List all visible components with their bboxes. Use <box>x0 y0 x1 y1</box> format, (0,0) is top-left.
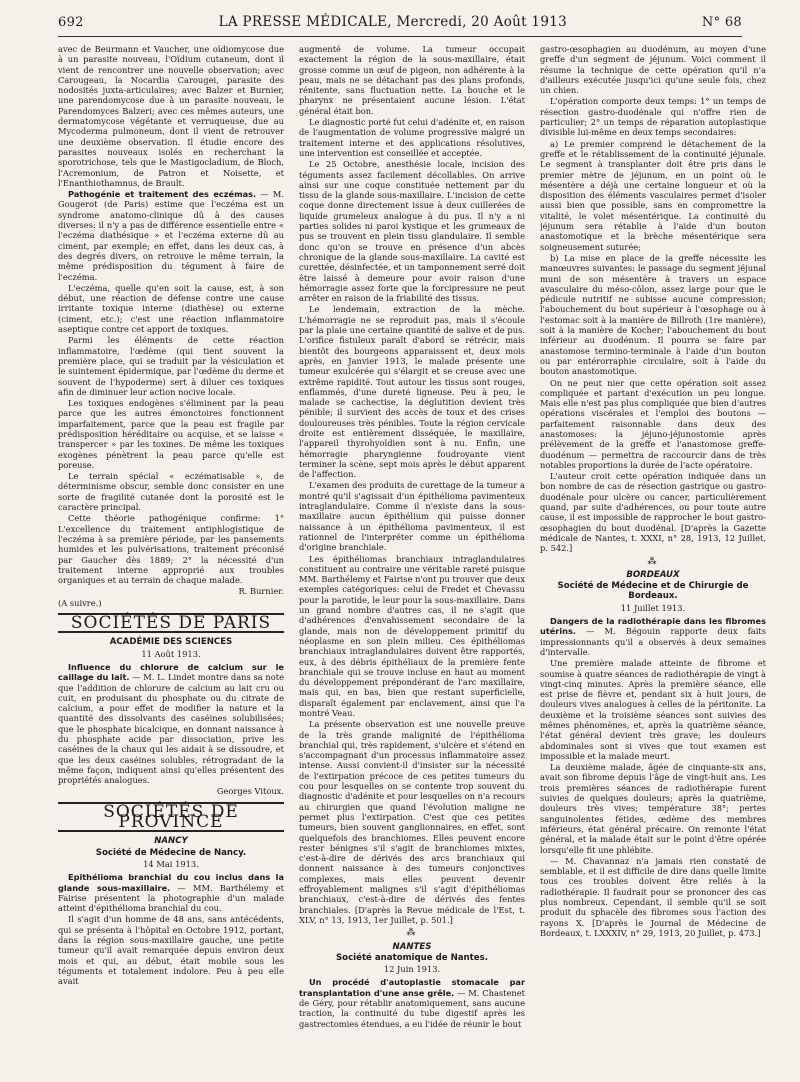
meeting-date: 11 Août 1913. <box>141 648 201 659</box>
city-heading: NANCY <box>154 836 188 847</box>
paragraph: La présente observation est une nouvelle preuve de la très grande malignité de l'épithélioma branchial qui, très rapidement, s'ulcère et s'étend en s'accompagnant d'un processus inflammatoire assez intense. Aussi convient-il d'insister sur la nécessité de l'extirpation précoce de ces petites tumeurs du cou pour lesquelles on se contente trop souvent du diagnostic d'adénite et pour lesquelles on n'a recours au chirurgien que quand l'évolution maligne ne permet plus l'extirpation. C'est que ces petites tumeurs, bien souvent ganglionnaires, en effet, sont quelquefois des branchiomes. Elles peuvent encore rester bénignes s'il s'agit de branchiomes mixtes, c'est-à-dire de dérivés des arcs branchiaux qui donnent naissance à des tumeurs conjonctives complexes, mais elles peuvent devenir effroyablement malignes s'il s'agit d'épithéliomas branchiaux, c'est-à-dire de dérivés des fentes branchiales. [D'après la Revue médicale de l'Est, t. XLV, n° 13, 1913, 1er Juillet, p. 501.] <box>299 719 525 925</box>
section-heading-paris: SOCIÉTÉS DE PARIS <box>58 613 284 633</box>
meeting-date: 12 Juin 1913. <box>383 964 441 975</box>
paragraph-text: — M. Chastenet de Géry, pour rétablir anatomiquement, sans aucune traction, la continuité du tube digestif après les gastrectomies étendues, a eu l'idée de réunir le bout <box>299 987 525 1029</box>
article-lead: Un procédé d'autoplastie stomacale par transplantation d'une anse grêle. <box>299 977 525 998</box>
paragraph: L'eczéma, quelle qu'en soit la cause, est, à son début, une réaction de défense contre une cause irritante toxique interne (diathèse) ou externe (ciment, etc.); c'est une réaction inflammatoire aseptique contre cet apport de toxiques. <box>58 282 284 335</box>
paragraph: — M. Chavannaz n'a jamais rien constaté de semblable, et il est difficile de dire dans quelle limite tous ces troubles doivent être reliés à la radiothérapie. Il faudrait pour se prononcer des cas plus nombreux. Cependant, il semble qu'il se soit produit du sphacèle des fibromes sous l'action des rayons X. [D'après le Journal de Médecine de Bordeaux, t. LXXXIV, n° 29, 1913, 20 Juillet, p. 473.] <box>540 855 766 938</box>
paragraph-text: — MM. Barthélemy et Fairise présentent la photographie d'un malade atteint d'épithélioma branchial du cou. <box>58 882 284 914</box>
article-lead: Dangers de la radiothérapie dans les fibromes utérins. <box>540 616 766 637</box>
paragraph-text: — M. L. Lindet montre dans sa note que l'addition de chlorure de calcium au lait cru ou cuit, en produisant du phosphate ou du citrate de calcium, a pour effet de modifier la nature et la quantité des dissolvants des caséines solubilisées; que le phosphate bicalcique, en donnant naissance à du phosphate acide par dissociation, prive les caséines de la chaux qui les aidait à se dissoudre, et que les deux caséines solubles, rétrogradant de la même façon, indiquent ainsi qu'elles présentent des propriétés analogues. <box>58 672 284 786</box>
paragraph: L'auteur croit cette opération indiquée dans un bon nombre de cas de résection gastrique ou gastro-duodénale pour ulcère ou cancer, particulièrement quand, par suite d'adhérences, ou pour toute autre cause, il est impossible de rapprocher le bout gastro-œsophagien du bout duodénal. [D'après la Gazette médicale de Nantes, t. XXXI, n° 28, 1913, 12 Juillet, p. 542.] <box>540 471 766 554</box>
society-name: ACADÉMIE DES SCIENCES <box>109 637 233 648</box>
section-separator: ⁂ <box>647 556 659 567</box>
section-heading-province: SOCIÉTÉS DE PROVINCE <box>58 802 284 833</box>
city-heading: BORDEAUX <box>626 569 680 580</box>
paragraph: gastro-œsophagien au duodénum, au moyen d'une greffe d'un segment de jéjunum. Voici comment il résume la technique de cette opération qu'il n'a d'ailleurs exécutée jusqu'ici qu'une seule fois, chez un chien. <box>540 44 766 96</box>
paragraph: L'examen des produits de curettage de la tumeur a montré qu'il s'agissait d'un épithélioma pavimenteux intraglandulaire. Comme il n'existe dans la sous-maxillaire aucun épithélium qui puisse donner naissance à un épithélioma pavimenteux, il est rationnel de l'interpréter comme un épithélioma d'origine branchiale. <box>299 480 525 553</box>
column-1 <box>58 44 284 1074</box>
paragraph-text: — M. Gougerot (de Paris) estime que l'eczéma est un syndrome anatomo-clinique dû à des causes diverses: il n'y a pas de différence essentielle entre « l'eczéma diathésique » et l'eczéma externe dû au ciment, par exemple; en effet, dans les deux cas, à des degrés divers, on retrouve le même terrain, la même prédisposition du tégument à faire de l'eczéma. <box>58 189 284 282</box>
column-2 <box>299 44 525 1074</box>
author-signature: Georges Vitoux. <box>216 786 284 797</box>
paragraph <box>58 662 284 786</box>
paragraph: Le 25 Octobre, anesthésie locale, incision des téguments assez facilement décollables. On arrive ainsi sur une coque constituée nettement par du tissu de la glande sous-maxillaire. L'incision de cette coque donne directement issue à deux cuillerées de liquide grumeleux analogue à du pus. Il n'y a ni parties solides ni paroi kystique et les grumeaux de pus se trouvent en plein tissu glandulaire. Il semble donc qu'on se trouve en présence d'un abcès chronique de la glande sous-maxillaire. La cavité est curettée, désinfectée, et un tamponnement serré doit être laissé à demeure pour avoir raison d'une hémorragie assez forte que la forcipressure ne peut arrêter en raison de la friabilité des tissus. <box>299 159 525 304</box>
paragraph: On ne peut nier que cette opération soit assez compliquée et partant d'exécution un peu longue. Mais elle n'est pas plus compliquée que bien d'autres opérations viscérales et l'emploi des boutons — parfaitement raisonnable dans deux des anastomoses: la jéjuno-jéjunostomie après prélèvement de la greffe et l'anastomose greffe-duodénum — permettra de raccourcir dans de très notables proportions la durée de l'acte opératoire. <box>540 377 766 470</box>
paragraph: avec de Beurmann et Vaucher, une oïdiomycose due à un parasite nouveau, l'Oïdium cutaneum, dont il vient de rencontrer une nouvelle observation; avec Carougeau, la Nocardia Carougei, parasite des nodosités juxta-articulaires; avec Balzer et Burnier, une parendomycose due à un parasite nouveau, le Parendomyces Balzeri; avec ces mêmes auteurs, une dermatomycose végétante et verruqueuse, due au Mycoderma pulmoneum, dont il vient de retrouver une deuxième observation. Il étudie encore des parasites nouveaux isolés en recherchant la sporotrichose, tels que le Mastigocladium, de Bloch, l'Acremonium, de Patron et Noisette, et l'Enanthiothamnus, de Brault. <box>58 44 284 188</box>
paragraph <box>540 616 766 657</box>
meeting-date: 11 Juillet 1913. <box>620 602 686 613</box>
paragraph: Le diagnostic porté fut celui d'adénite et, en raison de l'augmentation de volume progressive malgré un traitement interne et des applications résolutives, une intervention est conseillée et acceptée. <box>299 117 525 158</box>
paragraph: Cette théorie pathogénique confirme: 1° L'excellence du traitement antiphlogistique de l'eczéma à sa première période, par les pansements humides et les pulvérisations, traitement préconisé par Gaucher dès 1889; 2° la nécessité d'un traitement interne approprié aux troubles organiques et au terrain de chaque malade. <box>58 513 284 586</box>
paragraph: a) Le premier comprend le détachement de la greffe et le rétablissement de la continuité jéjunale. Le segment à transplanter doit être pris dans le premier mètre de jéjunum, en un point où le mésentère a déjà une certaine longueur et où la disposition des éléments vasculaires permet d'isoler aussi bien que possible, sans en compromettre la vitalité, le volet mésentérique. La continuité du jéjunum sera rétablie à l'aide d'un bouton anastomotique et la brèche mésentérique sera soigneusement suturée; <box>540 138 766 252</box>
paragraph: L'opération comporte deux temps: 1° un temps de résection gastro-duodénale qui n'offre rien de particulier; 2° un temps de réparation autoplastique divisible lui-même en deux temps secondaires: <box>540 96 766 138</box>
society-name: Société de Médecine de Nancy. <box>95 847 247 858</box>
paragraph <box>58 189 284 282</box>
paragraph: Les toxiques endogènes s'éliminent par la peau parce que les autres émonctoires fonctionnent imparfaitement, parce que la peau est fragile par prédisposition héréditaire ou acquise, et se laisse « transpercer » par les toxines. De même les toxiques exogènes pénètrent la peau parce qu'elle est poreuse. <box>58 398 284 470</box>
article-lead: Influence du chlorure de calcium sur le caillage du lait. <box>58 661 284 683</box>
paragraph: La deuxième malade, âgée de cinquante-six ans, avait son fibrome depuis l'âge de vingt-huit ans. Les trois premières séances de radiothérapie furent suivies de quelques douleurs; après la quatrième, douleurs très vives; température 38°; pertes sanguinolentes fétides, œdème des membres inférieurs, état général précaire. On remonte l'état général, et la malade était sur le point d'être opérée lorsqu'elle fit une phlébite. <box>540 762 766 855</box>
society-name: Société de Médecine et de Chirurgie de Bordeaux. <box>557 581 749 602</box>
paragraph: Il s'agit d'un homme de 48 ans, sans antécédents, qui se présenta à l'hôpital en Octobre 1912, portant, dans la région sous-maxillaire gauche, une petite tumeur qu'il avait remarquée depuis environ deux mois et qui, au début, était mobile sous les téguments et totalement indolore. Peu à peu elle avait <box>58 914 284 987</box>
column-3 <box>540 44 766 1074</box>
paragraph <box>299 977 525 1028</box>
paragraph <box>58 872 284 913</box>
paragraph: Parmi les éléments de cette réaction inflammatoire, l'œdème (qui tient souvent la première place, qui se traduit par la vésiculation et le suintement épidermique, par l'œdème du derme et souvent de l'hypoderme) sert à diluer ces toxiques afin de diminuer leur action nocive locale. <box>58 335 284 397</box>
society-name: Société anatomique de Nantes. <box>335 952 488 963</box>
paragraph-text: — M. Bégouin rapporte deux faits impressionnants qu'il a observés à deux semaines d'intervalle. <box>540 626 766 657</box>
issue-number: N° 68 <box>701 15 742 30</box>
meeting-date: 14 Mai 1913. <box>143 858 199 869</box>
paragraph: Le lendemain, extraction de la mèche. L'hémorragie ne se reproduit pas, mais il s'écoule par la plaie une certaine quantité de salive et de pus. L'orifice fistuleux paraît d'abord se rétrécir, mais bientôt des bourgeons apparaissent et, deux mois après, en Janvier 1913, le malade présente une tumeur exulcérée qui s'élargit et se creuse avec une extrême rapidité. Tout autour les tissus sont rouges, enflammés, d'une dureté ligneuse. Peu à peu, le malade se cachectise, la déglutition devient très pénible; il survient des accès de toux et des crises douloureuses très pénibles. Toute la région cervicale droite est entièrement disséquée, le maxillaire, l'appareil thyrohyoïdien sont à nu. Enfin, une hémorragie pharyngienne foudroyante vient terminer la scène, sept mois après le début apparent de l'affection. <box>299 304 525 480</box>
article-columns <box>58 44 766 1074</box>
journal-title: LA PRESSE MÉDICALE, Mercredi, 20 Août 1913 <box>218 14 567 30</box>
paragraph: augmenté de volume. La tumeur occupait exactement la région de la sous-maxillaire, était grosse comme un œuf de pigeon, non adhérente à la peau, mais ne se détachant pas des plans profonds, rénitente, sans fluctuation nette. La bouche et le pharynx ne présentaient aucune lésion. L'état général était bon. <box>299 44 525 116</box>
continued-note: (A suivre.) <box>58 597 102 608</box>
paragraph: Les épithéliomas branchiaux intraglandulaires constituent au contraire une véritable rareté puisque MM. Barthélemy et Fairise n'ont pu trouver que deux exemples catégoriques: celui de Fredet et Chevassu pour la parotide, le leur pour la sous-maxillaire. Dans un grand nombre d'autres cas, il ne s'agit que d'adhérences d'envahissement secondaire de la glande, mais non de développement primitif du néoplasme en son plein milieu. Ces épithéliomas branchiaux intraglandulaires doivent être rapportés, eux, à des débris épithéliaux de la première fente branchiale qui se trouve incluse en haut au moment du développement prépondérant de l'arc maxillaire, mais qui, en bas, bien que restant superficielle, disparaît également par enclavement, ainsi que l'a montré Veau. <box>299 553 525 718</box>
city-heading: NANTES <box>392 941 432 952</box>
article-lead: Epithélioma branchial du cou inclus dans la glande sous-maxillaire. <box>58 872 284 893</box>
paragraph: Une première malade atteinte de fibrome et soumise à quatre séances de radiothérapie de vingt à vingt-cinq minutes. Après la première séance, elle est prise de fièvre et, pendant six à huit jours, de douleurs vives analogues à celles de la péritonite. La deuxième et la troisième séances sont suivies des mêmes phénomènes, et, après la quatrième séance, l'état général devient très grave; les douleurs abdominales sont si vives que tout examen est impossible et la malade meurt. <box>540 658 766 761</box>
paragraph: b) La mise en place de la greffe nécessite les manœuvres suivantes: le passage du segment jéjunal muni de son mésentère à travers un espace avasculaire du méso-côlon, assez large pour que le pédicule nutritif ne subisse aucune compression; l'abouchement du bout supérieur à l'œsophage ou à l'estomac soit à la manière de Billroth (1re manière), soit à la manière de Kocher; l'abouchement du bout inférieur au duodénum. Il pourra se faire par anastomose termino-terminale à l'aide d'un bouton ou par entérorraphie circulaire, soit à l'aide du bouton anastomotique. <box>540 252 766 377</box>
page-number: 692 <box>58 15 84 30</box>
article-lead: Pathogénie et traitement des eczémas. <box>68 189 257 200</box>
page-header <box>58 14 742 37</box>
section-separator: ⁂ <box>406 928 418 939</box>
author-signature: R. Burnier. <box>238 586 284 597</box>
paragraph: Le terrain spécial « eczématisable », de déterminisme obscur, semble donc consister en une sorte de fragilité cutanée dont la porosité est le caractère principal. <box>58 471 284 513</box>
